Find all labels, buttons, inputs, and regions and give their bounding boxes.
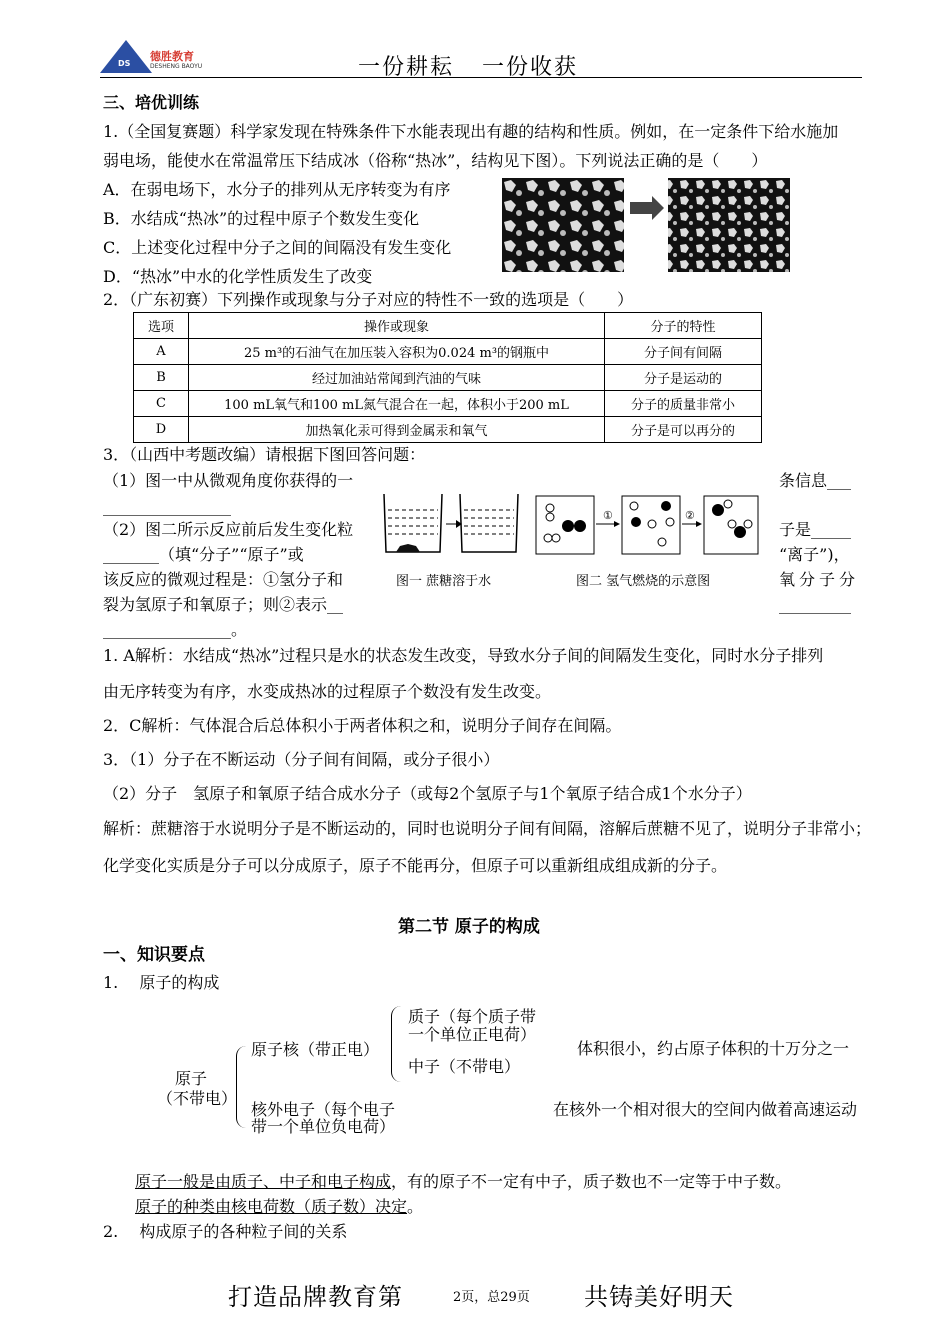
table-cell: 经过加油站常闻到汽油的气味 [189, 365, 605, 391]
table-cell: B [134, 365, 189, 391]
note-2-rest: 。 [407, 1197, 424, 1216]
proton-label-1: 质子（每个质子带 [408, 1007, 537, 1026]
q3-part2-c: _______（填“分子”“原子”或 [103, 545, 304, 564]
nucleus-label: 原子核（带正电） [251, 1040, 380, 1059]
table-row [134, 365, 762, 391]
table-header: 分子的特性 [605, 313, 762, 339]
atom-label: 原子 [175, 1069, 208, 1088]
table-cell: 加热氧化汞可得到金属汞和氧气 [189, 417, 605, 443]
section-two-title: 第二节 原子的构成 [398, 917, 540, 937]
q1-option-a: A．在弱电场下，水分子的排列从无序转变为有序 [103, 180, 451, 199]
item-2: 2. 构成原子的各种粒子间的关系 [103, 1222, 348, 1241]
q3-part2-i: ________________。 [103, 620, 248, 639]
atom-charge-label: （不带电） [157, 1089, 238, 1108]
answer-1-line2: 由无序转变为有序，水变成热冰的过程原子个数没有发生改变。 [103, 682, 552, 701]
neutron-label: 中子（不带电） [408, 1057, 521, 1076]
footer-left: 打造品牌教育第 [228, 1283, 403, 1311]
logo-text: 德胜教育 [150, 50, 194, 63]
knowledge-heading: 一、知识要点 [103, 945, 205, 965]
header-motto-left: 一份耕耘 [358, 55, 455, 80]
table-header-row [134, 313, 762, 339]
q3-part2-h: _________ [779, 595, 851, 614]
electron-label-1: 核外电子（每个电子 [251, 1100, 396, 1119]
item-1: 1. 原子的构成 [103, 973, 220, 992]
figure-one-caption: 图一 蔗糖溶于水 [396, 574, 492, 589]
table-cell: D [134, 417, 189, 443]
q3-stem: 3．（山西中考题改编）请根据下图回答问题： [103, 445, 426, 464]
q1-option-b: B．水结成“热冰”的过程中原子个数发生变化 [103, 209, 420, 228]
answer-3-explanation-2: 化学变化实质是分子可以分成原子，原子不能再分，但原子可以重新组成组成新的分子。 [103, 856, 728, 875]
table-cell: 100 mL氧气和100 mL氮气混合在一起，体积小于200 mL [189, 391, 605, 417]
brace-icon [391, 1006, 402, 1082]
note-1-rest: ，有的原子不一定有中子，质子数也不一定等于中子数。 [391, 1172, 792, 1191]
answer-3-explanation-1: 解析：蔗糖溶于水说明分子是不断运动的，同时也说明分子间有间隔，溶解后蔗糖不见了，说明分子非常小； [103, 819, 872, 838]
answer-3-part2: （2）分子 氢原子和氧原子结合成水分子（或每2个氢原子与1个氧原子结合成1个水分子） [103, 784, 752, 803]
table-cell: 分子间有间隔 [605, 339, 762, 365]
table-cell: 分子是运动的 [605, 365, 762, 391]
note-1 [135, 1171, 791, 1193]
q1-option-c: C．上述变化过程中分子之间的间隔没有发生变化 [103, 238, 452, 257]
answer-3-part1: 3．（1）分子在不断运动（分子间有间隔，或分子很小） [103, 750, 500, 769]
header-divider [100, 77, 862, 78]
figure-two-step2: ② [685, 509, 695, 522]
table-header: 操作或现象 [189, 313, 605, 339]
q1-line1: 1.（全国复赛题）科学家发现在特殊条件下水能表现出有趣的结构和性质。例如，在一定条件下给水施加 [103, 122, 839, 141]
answer-2: 2．C解析：气体混合后总体积小于两者体积之和，说明分子间存在间隔。 [103, 716, 622, 735]
section-title: 三、培优训练 [103, 93, 200, 112]
table-row [134, 391, 762, 417]
table-row [134, 339, 762, 365]
q3-part2-e: 该反应的微观过程是：①氢分子和 [103, 570, 344, 589]
q3-part2-a: （2）图二所示反应前后发生变化粒 [103, 520, 354, 539]
nucleus-note: 体积很小，约占原子体积的十万分之一 [577, 1039, 850, 1058]
q3-part2-b: 子是_____ [779, 520, 852, 539]
q3-part1-a: （1）图一中从微观角度你获得的一 [103, 471, 354, 490]
note-2-underlined: 原子的种类由核电荷数（质子数）决定 [135, 1197, 408, 1216]
q3-part2-d: “离子”)， [779, 545, 850, 564]
note-1-underlined: 原子一般是由质子、中子和电子构成 [135, 1172, 392, 1191]
note-2 [135, 1196, 423, 1218]
brace-icon [236, 1046, 247, 1128]
q1-option-d: D．“热冰”中水的化学性质发生了改变 [103, 267, 373, 286]
q3-part1-b: 条信息___ [779, 471, 852, 490]
logo-ds: DS [118, 59, 131, 68]
logo-subtext: DESHENG BAOYU [150, 63, 203, 70]
proton-label-2: 一个单位正电荷） [408, 1025, 537, 1044]
footer-right: 共铸美好明天 [584, 1283, 734, 1311]
table-cell: 分子的质量非常小 [605, 391, 762, 417]
table-cell: 25 m³的石油气在加压装入容积为0.024 m³的钢瓶中 [189, 339, 605, 365]
table-cell: A [134, 339, 189, 365]
logo-triangle-icon [100, 40, 152, 73]
table-header: 选项 [134, 313, 189, 339]
table-cell: C [134, 391, 189, 417]
figure-two-step1: ① [603, 509, 613, 522]
answer-1-line1: 1. A解析：水结成“热冰”过程只是水的状态发生改变，导致水分子间的间隔发生变化，同时水分子排列 [103, 646, 824, 665]
q2-stem: 2．（广东初赛）下列操作或现象与分子对应的特性不一致的选项是（ ） [103, 290, 634, 309]
header-motto-right: 一份收获 [482, 55, 579, 80]
footer-page-number: 2页，总29页 [453, 1290, 530, 1305]
electron-note: 在核外一个相对很大的空间内做着高速运动 [553, 1100, 858, 1119]
q3-part2-f: 氧分子分 [779, 570, 860, 589]
electron-label-2: 带一个单位负电荷） [251, 1117, 396, 1136]
q2-table [133, 312, 762, 443]
q3-part1-c: ________________ [103, 497, 231, 516]
table-row [134, 417, 762, 443]
q3-part2-g: 裂为氢原子和氧原子；则②表示__ [103, 595, 344, 614]
q1-line2: 弱电场，能使水在常温常压下结成冰（俗称“热冰”，结构见下图）。下列说法正确的是（ ） [103, 151, 768, 170]
figure-two-caption: 图二 氢气燃烧的示意图 [576, 574, 711, 589]
table-cell: 分子是可以再分的 [605, 417, 762, 443]
